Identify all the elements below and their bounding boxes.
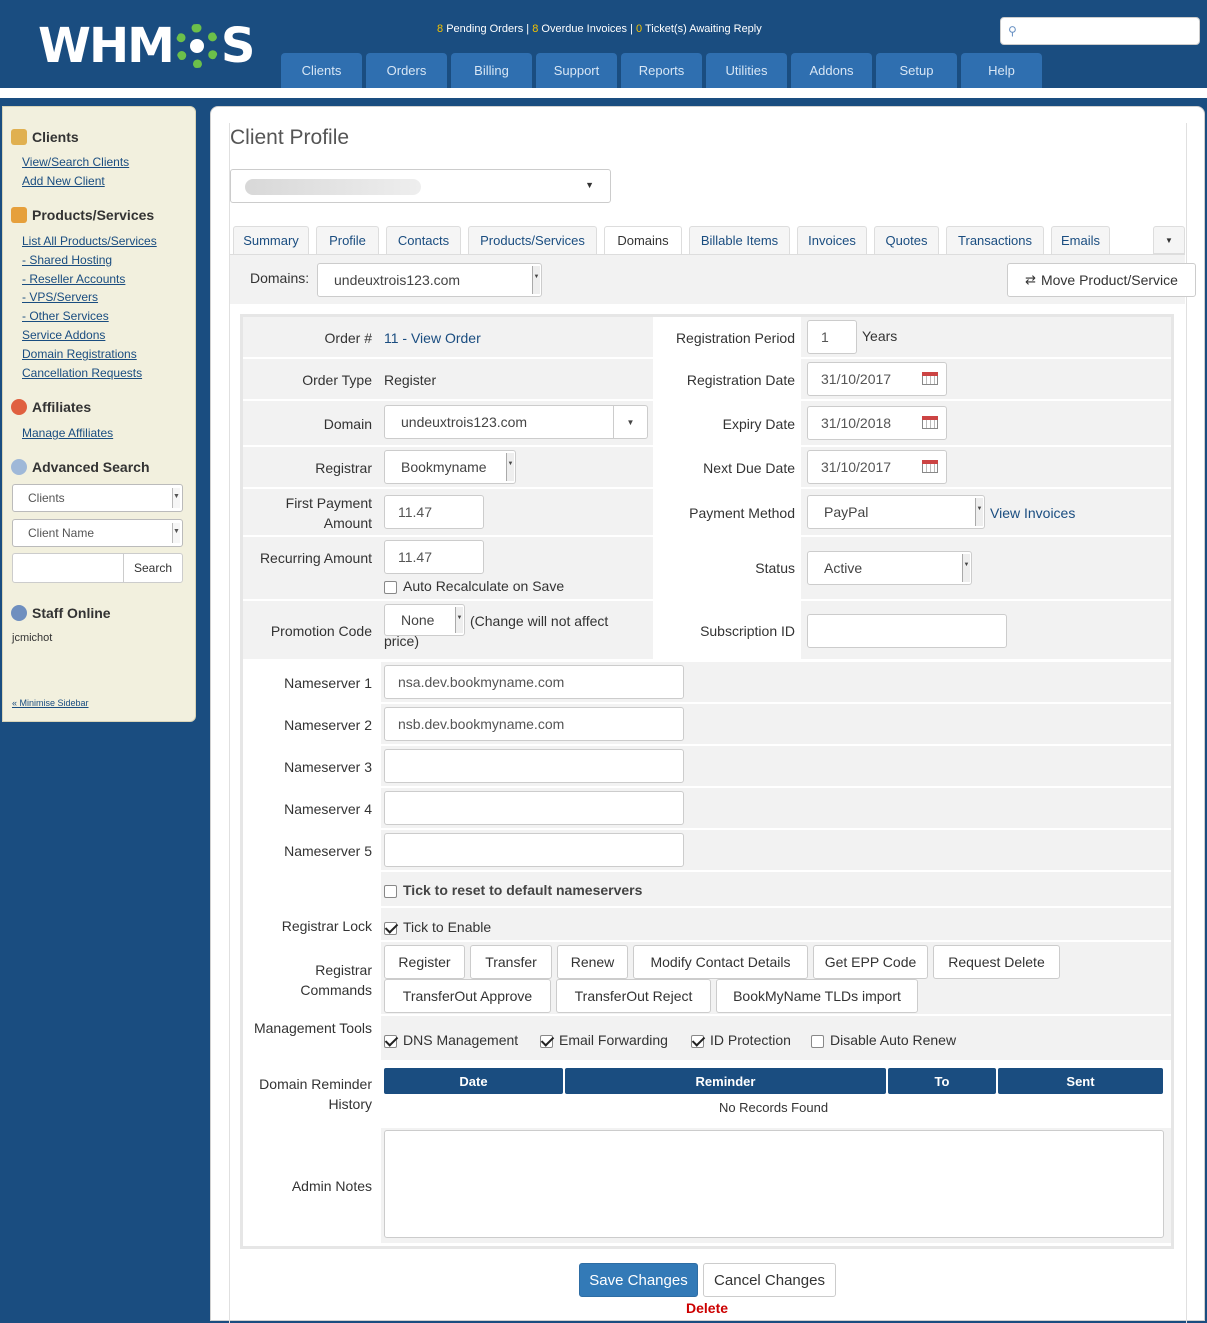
domain-reminder-history-label: Domain Reminder History xyxy=(259,1076,372,1112)
page-title: Client Profile xyxy=(230,126,350,149)
checkbox-label: DNS Management xyxy=(403,1032,519,1048)
registrar-commands-label: Registrar Commands xyxy=(300,962,372,998)
tabs-more-button[interactable]: ▼ xyxy=(1153,226,1185,254)
reset-nameservers-checkbox[interactable] xyxy=(384,885,397,898)
sidebar xyxy=(2,106,196,722)
chevron-down-icon[interactable]: ▼ xyxy=(613,406,647,438)
advanced-search-button[interactable]: Search xyxy=(123,553,183,583)
sidebar-link-cancellation-requests[interactable]: Cancellation Requests xyxy=(22,366,143,380)
registrar-lock-option[interactable] xyxy=(384,917,491,937)
registrar-lock-checkbox[interactable] xyxy=(384,922,397,935)
sidebar-staff-online-heading xyxy=(11,605,111,621)
tab-quotes[interactable]: Quotes xyxy=(874,226,939,254)
input-value: 31/10/2017 xyxy=(821,459,892,475)
magnifier-icon xyxy=(11,459,27,475)
global-search-input[interactable] xyxy=(1000,17,1200,45)
view-invoices-link[interactable]: View Invoices xyxy=(990,505,1076,521)
modify-contact-details-button[interactable]: Modify Contact Details xyxy=(633,945,808,979)
payment-method-select[interactable] xyxy=(807,495,985,529)
gear-icon xyxy=(175,24,219,68)
nameserver-3-label: Nameserver 3 xyxy=(284,759,372,775)
domain-label: Domain xyxy=(323,416,372,432)
admin-notes-label: Admin Notes xyxy=(291,1178,372,1194)
first-payment-label: First Payment Amount xyxy=(285,495,372,531)
domain-switch-select[interactable] xyxy=(317,263,542,297)
nameserver-5-label: Nameserver 5 xyxy=(284,843,372,859)
reminder-history-table xyxy=(384,1068,1163,1123)
sidebar-link-reseller-accounts[interactable]: - Reseller Accounts xyxy=(22,272,126,286)
nav-utilities[interactable]: Utilities xyxy=(706,53,787,88)
chevron-down-icon: ▼ xyxy=(172,488,180,508)
domain-details-form xyxy=(240,314,1174,1249)
search-field-select[interactable] xyxy=(12,519,183,547)
nav-help[interactable]: Help xyxy=(961,53,1042,88)
disable-auto-renew-option[interactable] xyxy=(811,1030,956,1050)
nav-setup[interactable]: Setup xyxy=(876,53,957,88)
sidebar-products-heading xyxy=(11,207,154,223)
move-product-service-button[interactable] xyxy=(1007,263,1196,297)
registrar-label: Registrar xyxy=(315,460,372,476)
status-label: Status xyxy=(755,560,795,576)
chevron-down-icon: ▼ xyxy=(506,453,514,481)
search-icon: ⚲ xyxy=(1008,24,1017,38)
disable-auto-renew-checkbox[interactable] xyxy=(811,1035,824,1048)
nameserver-5-input[interactable] xyxy=(384,833,684,867)
nav-orders[interactable]: Orders xyxy=(366,53,447,88)
calendar-icon[interactable] xyxy=(922,416,938,429)
empty-table-message: No Records Found xyxy=(384,1095,1163,1119)
order-type-value: Register xyxy=(384,372,437,388)
select-value: Client Name xyxy=(28,526,95,540)
users-icon xyxy=(11,129,27,145)
tab-domains[interactable]: Domains xyxy=(604,226,682,254)
tab-contacts[interactable]: Contacts xyxy=(386,226,461,254)
sidebar-link-domain-registrations[interactable]: Domain Registrations xyxy=(22,347,137,361)
chevron-down-icon: ▼ xyxy=(455,607,463,633)
sidebar-advanced-search-heading xyxy=(11,459,150,475)
domains-label: Domains: xyxy=(250,270,310,286)
sidebar-link-shared-hosting[interactable]: - Shared Hosting xyxy=(22,253,113,267)
column-header-sent: Sent xyxy=(998,1068,1163,1094)
cancel-changes-button[interactable]: Cancel Changes xyxy=(703,1263,836,1297)
nav-billing[interactable]: Billing xyxy=(451,53,532,88)
top-header xyxy=(0,0,1207,88)
management-tools-label: Management Tools xyxy=(253,1020,372,1036)
nameserver-4-label: Nameserver 4 xyxy=(284,801,372,817)
promotion-code-note: (Change will not affect price) xyxy=(384,613,609,649)
tab-transactions[interactable]: Transactions xyxy=(946,226,1044,254)
advanced-search-input[interactable] xyxy=(12,553,124,583)
order-label: Order # xyxy=(324,330,372,346)
chevron-down-icon: ▼ xyxy=(975,498,983,526)
checkbox-label: Email Forwarding xyxy=(559,1032,668,1048)
input-value: 31/10/2018 xyxy=(821,415,892,431)
subscription-id-input[interactable] xyxy=(807,614,1007,648)
checkbox-label: Tick to Enable xyxy=(403,919,492,935)
checkbox-label: Tick to reset to default nameservers xyxy=(403,882,643,898)
heading-text: Staff Online xyxy=(32,605,111,621)
nameserver-2-input[interactable]: nsb.dev.bookmyname.com xyxy=(384,707,684,741)
tab-profile[interactable]: Profile xyxy=(316,226,379,254)
delete-domain-link[interactable]: Delete xyxy=(686,1300,729,1316)
recurring-amount-input[interactable]: 11.47 xyxy=(384,540,484,574)
auto-recalculate-option[interactable] xyxy=(384,576,564,596)
chevron-down-icon: ▼ xyxy=(532,266,540,294)
select-value: undeuxtrois123.com xyxy=(334,272,461,288)
separator: | xyxy=(630,23,633,35)
sidebar-background xyxy=(0,724,210,1317)
registration-date-label: Registration Date xyxy=(686,372,795,388)
next-due-date-input[interactable] xyxy=(807,450,947,484)
registration-period-label: Registration Period xyxy=(675,330,795,346)
nameserver-4-input[interactable] xyxy=(384,791,684,825)
client-select[interactable] xyxy=(230,169,611,203)
search-type-select[interactable] xyxy=(12,484,183,512)
alerts-bar xyxy=(437,23,762,35)
chevron-down-icon: ▼ xyxy=(585,180,594,190)
payment-method-label: Payment Method xyxy=(689,505,795,521)
select-value: Bookmyname xyxy=(401,459,487,475)
register-button[interactable]: Register xyxy=(384,945,465,979)
box-icon xyxy=(11,207,27,223)
transferout-approve-button[interactable]: TransferOut Approve xyxy=(384,979,551,1013)
nameserver-1-input[interactable]: nsa.dev.bookmyname.com xyxy=(384,665,684,699)
sidebar-affiliates-heading xyxy=(11,399,91,415)
transferout-reject-button[interactable]: TransferOut Reject xyxy=(556,979,711,1013)
nav-addons[interactable]: Addons xyxy=(791,53,872,88)
reset-nameservers-option[interactable] xyxy=(384,880,642,900)
tab-billable-items[interactable]: Billable Items xyxy=(689,226,790,254)
nameserver-3-input[interactable] xyxy=(384,749,684,783)
shuffle-icon: ⇄ xyxy=(1025,272,1036,287)
checkbox-label: Auto Recalculate on Save xyxy=(403,578,565,594)
expiry-date-input[interactable] xyxy=(807,406,947,440)
header-divider xyxy=(0,88,1207,98)
input-value: undeuxtrois123.com xyxy=(401,414,528,430)
affiliate-icon xyxy=(11,399,27,415)
client-name-redacted xyxy=(245,179,421,195)
sidebar-link-list-products[interactable]: List All Products/Services xyxy=(22,234,157,248)
first-payment-input[interactable]: 11.47 xyxy=(384,495,484,529)
column-header-to: To xyxy=(888,1068,996,1094)
pending-orders-count[interactable]: 8 xyxy=(437,23,444,35)
select-value: Active xyxy=(824,560,863,576)
whmcs-logo[interactable]: WHM S xyxy=(38,18,254,74)
profile-tabs xyxy=(233,226,1117,254)
dns-management-checkbox[interactable] xyxy=(384,1035,397,1048)
tab-summary[interactable]: Summary xyxy=(233,226,309,254)
tab-products-services[interactable]: Products/Services xyxy=(468,226,597,254)
auto-recalculate-checkbox[interactable] xyxy=(384,581,397,594)
expiry-date-label: Expiry Date xyxy=(722,416,795,432)
bookmyname-tlds-import-button[interactable]: BookMyName TLDs import xyxy=(716,979,918,1013)
checkbox-label: ID Protection xyxy=(710,1032,791,1048)
tab-invoices[interactable]: Invoices xyxy=(797,226,867,254)
sidebar-link-add-new-client[interactable]: Add New Client xyxy=(22,174,105,188)
select-value: PayPal xyxy=(824,504,869,520)
save-changes-button[interactable]: Save Changes xyxy=(579,1263,698,1297)
promotion-code-label: Promotion Code xyxy=(270,623,372,639)
request-delete-button[interactable]: Request Delete xyxy=(933,945,1060,979)
admin-notes-textarea[interactable] xyxy=(384,1130,1164,1238)
heading-text: Clients xyxy=(32,129,79,145)
order-type-label: Order Type xyxy=(302,372,372,388)
transfer-button[interactable]: Transfer xyxy=(470,945,552,979)
tickets-link[interactable]: Ticket(s) Awaiting Reply xyxy=(644,23,762,35)
checkbox-label: Disable Auto Renew xyxy=(830,1032,957,1048)
renew-button[interactable]: Renew xyxy=(557,945,628,979)
sidebar-link-service-addons[interactable]: Service Addons xyxy=(22,328,106,342)
domains-toolbar xyxy=(230,254,1185,304)
email-forwarding-option[interactable] xyxy=(540,1030,668,1050)
id-protection-option[interactable] xyxy=(691,1030,791,1050)
chevron-down-icon: ▼ xyxy=(962,554,970,582)
registrar-lock-label: Registrar Lock xyxy=(281,918,372,934)
chevron-down-icon: ▼ xyxy=(172,523,180,543)
select-value: Clients xyxy=(28,491,65,505)
registration-period-unit: Years xyxy=(862,328,898,344)
domain-input[interactable] xyxy=(384,405,648,439)
registration-date-input[interactable] xyxy=(807,362,947,396)
nameserver-2-label: Nameserver 2 xyxy=(284,717,372,733)
select-value: None xyxy=(401,612,435,628)
registration-period-input[interactable]: 1 xyxy=(807,320,857,354)
email-forwarding-checkbox[interactable] xyxy=(540,1035,553,1048)
sidebar-link-vps-servers[interactable]: - VPS/Servers xyxy=(22,290,99,304)
next-due-date-label: Next Due Date xyxy=(703,460,795,476)
nav-support[interactable]: Support xyxy=(536,53,617,88)
dns-management-option[interactable] xyxy=(384,1030,518,1050)
column-header-reminder: Reminder xyxy=(565,1068,886,1094)
input-value: 31/10/2017 xyxy=(821,371,892,387)
tickets-count[interactable]: 0 xyxy=(636,23,643,35)
staff-icon xyxy=(11,605,27,621)
form-row xyxy=(381,908,1171,940)
calendar-icon[interactable] xyxy=(922,372,938,385)
pending-orders-link[interactable]: Pending Orders xyxy=(446,23,524,35)
nav-clients[interactable]: Clients xyxy=(281,53,362,88)
registrar-select[interactable] xyxy=(384,450,516,484)
nameserver-1-label: Nameserver 1 xyxy=(284,675,372,691)
minimise-sidebar-link[interactable]: « Minimise Sidebar xyxy=(12,698,89,708)
sidebar-link-manage-affiliates[interactable]: Manage Affiliates xyxy=(22,426,114,440)
recurring-amount-label: Recurring Amount xyxy=(259,550,372,566)
main-nav xyxy=(281,53,1046,88)
heading-text: Products/Services xyxy=(32,207,155,223)
calendar-icon[interactable] xyxy=(922,460,938,473)
subscription-id-label: Subscription ID xyxy=(700,623,795,639)
get-epp-code-button[interactable]: Get EPP Code xyxy=(813,945,928,979)
column-header-date: Date xyxy=(384,1068,563,1094)
separator: | xyxy=(526,23,530,35)
sidebar-clients-heading xyxy=(11,129,79,145)
tab-emails[interactable]: Emails xyxy=(1051,226,1110,254)
view-order-link[interactable]: 11 - View Order xyxy=(384,330,481,346)
nav-reports[interactable]: Reports xyxy=(621,53,702,88)
main-content xyxy=(210,106,1205,1321)
overdue-invoices-link[interactable]: Overdue Invoices xyxy=(541,23,628,35)
sidebar-link-other-services[interactable]: - Other Services xyxy=(22,309,109,323)
heading-text: Advanced Search xyxy=(32,459,150,475)
overdue-invoices-count[interactable]: 8 xyxy=(532,23,539,35)
sidebar-link-view-search-clients[interactable]: View/Search Clients xyxy=(22,155,130,169)
staff-username: jcmichot xyxy=(12,632,53,644)
id-protection-checkbox[interactable] xyxy=(691,1035,704,1048)
heading-text: Affiliates xyxy=(32,399,92,415)
status-select[interactable] xyxy=(807,551,972,585)
button-label: Move Product/Service xyxy=(1040,272,1178,288)
